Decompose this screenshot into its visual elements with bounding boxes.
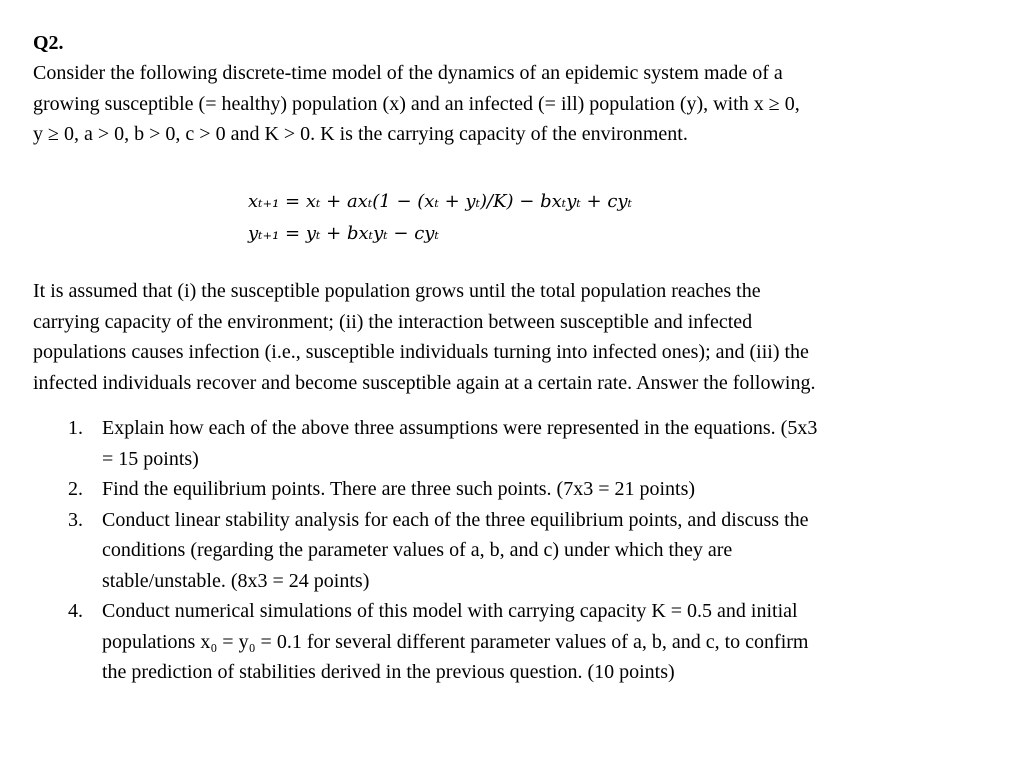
item-number: 3. — [68, 508, 83, 531]
list-item — [68, 474, 968, 505]
item-line: Conduct linear stability analysis for each of the three equilibrium points, and discuss the — [102, 508, 809, 531]
item-number: 1. — [68, 417, 83, 439]
model-equations — [248, 186, 632, 250]
task-list — [68, 413, 968, 688]
intro-line-3: y ≥ 0, a > 0, b > 0, c > 0 and K > 0. K is the carrying capacity of the environment. — [33, 123, 688, 145]
item-line: Find the equilibrium points. There are three such points. (7x3 = 21 points) — [102, 478, 696, 500]
item-line: = 15 points) — [102, 447, 199, 470]
assumption-line-3: populations causes infection (i.e., susceptible individuals turning into infected ones); and (iii) the — [33, 341, 809, 363]
list-item — [68, 505, 968, 597]
item-number: 4. — [68, 600, 83, 622]
equation-x: xₜ₊₁ = xₜ + axₜ(1 − (xₜ + yₜ)/K) − bxₜyₜ + cyₜ — [248, 191, 633, 212]
question-header — [33, 28, 993, 150]
item-line: conditions (regarding the parameter values of a, b, and c) under which they are — [102, 539, 733, 561]
item-line: populations x₀ = y₀ = 0.1 for several different parameter values of a, b, and c, to confirm — [102, 630, 809, 653]
list-item — [68, 413, 968, 474]
assumption-line-1: It is assumed that (i) the susceptible population grows until the total population reaches the — [33, 280, 761, 302]
assumption-line-2: carrying capacity of the environment; (ii) the interaction between susceptible and infected — [33, 310, 753, 333]
equation-y: yₜ₊₁ = yₜ + bxₜyₜ − cyₜ — [248, 223, 439, 244]
assumption-line-4: infected individuals recover and become susceptible again at a certain rate. Answer the following. — [33, 371, 816, 394]
item-number: 2. — [68, 478, 83, 500]
assumptions-paragraph — [33, 276, 993, 398]
intro-line-2: growing susceptible (= healthy) population (x) and an infected (= ill) population (y), with x ≥ 0, — [33, 92, 800, 115]
question-label: Q2. — [33, 32, 64, 54]
item-line: stable/unstable. (8x3 = 24 points) — [102, 569, 370, 592]
item-line: Explain how each of the above three assumptions were represented in the equations. (5x3 — [102, 417, 818, 439]
list-item — [68, 596, 968, 688]
item-line: Conduct numerical simulations of this model with carrying capacity K = 0.5 and initial — [102, 600, 798, 622]
item-line: the prediction of stabilities derived in the previous question. (10 points) — [102, 661, 675, 683]
intro-line-1: Consider the following discrete-time model of the dynamics of an epidemic system made of a — [33, 62, 783, 84]
